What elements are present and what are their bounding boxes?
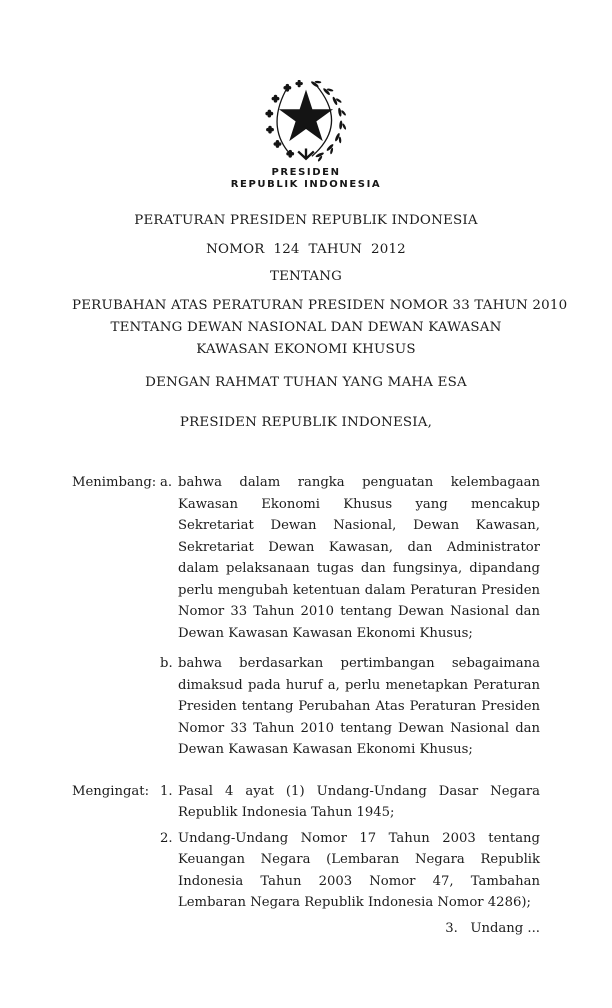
item-marker: b. bbox=[160, 656, 173, 671]
item-text: Pasal 4 ayat (1) Undang-Undang Dasar Negara Republik Indonesia Tahun 1945; bbox=[178, 783, 540, 820]
item-marker: a. bbox=[160, 475, 173, 490]
letterhead-caption bbox=[72, 167, 540, 190]
mengingat-word: Mengingat bbox=[72, 783, 145, 799]
clauses-block bbox=[72, 472, 540, 939]
item-text: bahwa dalam rangka penguatan kelembagaan Kawasan Ekonomi Khusus yang mencakup Sekretariat Dewan Nasional, Dewan Kawasan, Sekretariat Dewan Kawasan, dan Administrator dalam pelaksanaan tugas dan fungsinya, dipandang perlu mengubah ketentuan dalam Peraturan Presiden Nomor 33 Tahun 2010 tentang Dewan Nasional dan Dewan Kawasan Kawasan Ekonomi Khusus; bbox=[178, 475, 540, 641]
title-line-dewan: TENTANG DEWAN NASIONAL DAN DEWAN KAWASAN bbox=[110, 320, 502, 335]
consideration-item-a bbox=[72, 472, 540, 644]
letterhead-line-presiden: PRESIDEN bbox=[271, 167, 341, 178]
menimbang-word: Menimbang bbox=[72, 475, 152, 490]
title-line-perubahan: PERUBAHAN ATAS PERATURAN PRESIDEN NOMOR 33 TAHUN 2010 bbox=[72, 298, 568, 313]
mengingat-colon: : bbox=[144, 783, 150, 799]
wreath-knot-icon bbox=[298, 148, 314, 158]
title-line-kek: KAWASAN EKONOMI KHUSUS bbox=[196, 342, 416, 357]
legal-basis-item-2 bbox=[72, 828, 540, 914]
presidential-seal-emblem bbox=[255, 80, 357, 164]
page-catchword: 3. Undang ... bbox=[445, 920, 540, 936]
regulation-title-block bbox=[72, 213, 568, 357]
item-marker: 1. bbox=[160, 783, 173, 799]
authority-line: PRESIDEN REPUBLIK INDONESIA, bbox=[179, 415, 433, 430]
consideration-item-b bbox=[72, 653, 540, 761]
letterhead-line-republik-indonesia: REPUBLIK INDONESIA bbox=[230, 178, 382, 190]
invocation-line: DENGAN RAHMAT TUHAN YANG MAHA ESA bbox=[145, 375, 467, 390]
item-text: bahwa berdasarkan pertimbangan sebagaimana dimaksud pada huruf a, perlu menetapkan Peraturan Presiden tentang Perubahan Atas Peraturan Presiden Nomor 33 Tahun 2010 tentang Dewan Nasional dan Dewan Kawasan Kawasan Ekonomi Khusus; bbox=[178, 656, 540, 757]
item-text: Undang-Undang Nomor 17 Tahun 2003 tentang Keuangan Negara (Lembaran Negara Republik Indonesia Tahun 2003 Nomor 47, Tambahan Lembaran Negara Republik Indonesia Nomor 4286); bbox=[178, 830, 540, 910]
legal-basis-section bbox=[72, 781, 540, 914]
considerations-section bbox=[72, 472, 540, 761]
mengingat-label bbox=[72, 781, 160, 803]
title-line-peraturan: PERATURAN PRESIDEN REPUBLIK INDONESIA bbox=[134, 213, 478, 228]
item-marker: 2. bbox=[160, 830, 173, 846]
title-line-nomor: NOMOR 124 TAHUN 2012 bbox=[206, 242, 406, 257]
title-line-tentang: TENTANG bbox=[269, 269, 343, 284]
legal-basis-item-1 bbox=[72, 781, 540, 824]
menimbang-label bbox=[72, 472, 160, 494]
menimbang-colon: : bbox=[151, 475, 157, 490]
